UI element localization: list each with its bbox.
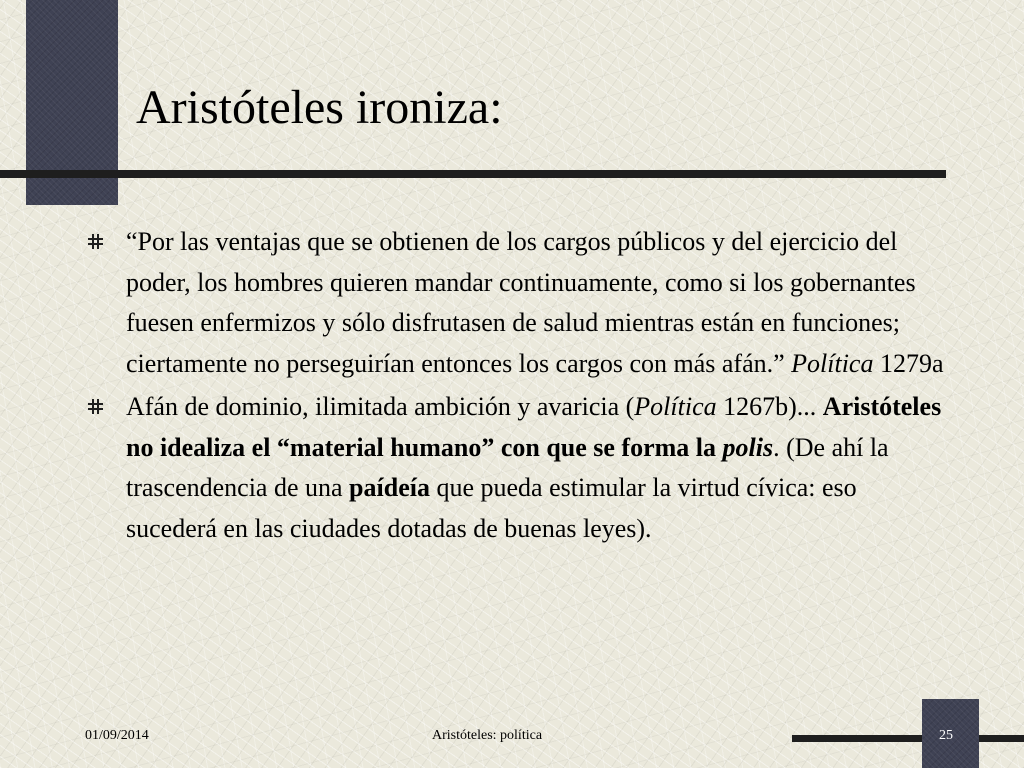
source-ref: 1279a	[879, 348, 944, 378]
hash-bullet-icon	[88, 399, 103, 414]
polis-term: polis	[722, 432, 774, 462]
bold-statement: Aristóteles no idealiza el “material humano” con que se forma la	[126, 392, 942, 462]
bullet-item-dominion	[88, 387, 948, 549]
source-ref: 1267b)...	[723, 392, 817, 421]
page-number: 25	[939, 728, 953, 743]
bullet-item-quote	[88, 222, 948, 384]
footer-title: Aristóteles: política	[432, 728, 543, 743]
source-title: Política	[791, 348, 874, 378]
bullet-list	[88, 222, 948, 552]
title-rule	[0, 170, 946, 178]
quote-text: “Por las ventajas que se obtienen de los cargos públicos y del ejercicio del poder, los hombres quieren mandar continuamente, como si los gobernantes fuesen enfermizos y sólo disfrutasen de salud mientras están en funciones; ciertamente no perseguirían entonces los cargos con más afán.”	[126, 227, 916, 378]
footer-rule	[792, 735, 1024, 742]
source-title: Política	[634, 392, 717, 421]
slide-title: Aristóteles ironiza:	[136, 81, 503, 134]
footer-date: 01/09/2014	[85, 728, 149, 743]
bullet-text-end: que pueda estimular la virtud cívica: eso sucederá en las ciudades dotadas de buenas leyes).	[126, 473, 857, 543]
paideia-term: paídeía	[349, 473, 430, 502]
bullet-text-intro: Afán de dominio, ilimitada ambición y avaricia (	[126, 392, 635, 421]
hash-bullet-icon	[88, 234, 103, 249]
bullet-text-middle: . (De ahí la trascendencia de una	[126, 432, 889, 502]
